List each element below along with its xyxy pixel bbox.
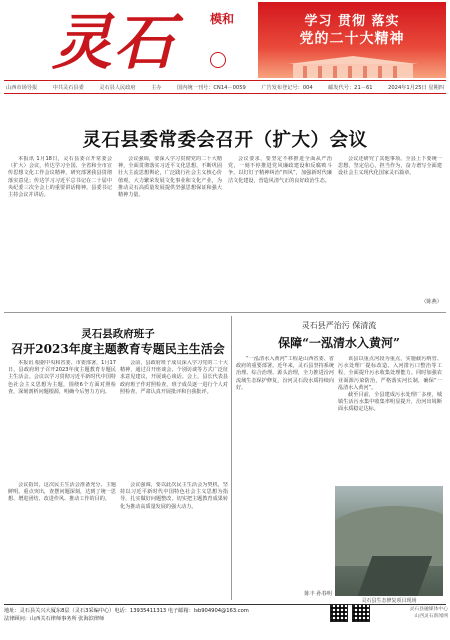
footer-legal: 法律顾问：山西关石律师事务所 张海滨律师 bbox=[4, 616, 105, 622]
news-photo bbox=[335, 486, 443, 596]
article-b-column-1 bbox=[236, 356, 334, 600]
lead-column-1 bbox=[8, 156, 112, 306]
article-a-paragraph-3: 会议指出，这次民主生活会准备充分、主题鲜明、重点突出，查摆问题深刻，达到了统一思想、增进团结、改进作风、推动工作的目的。 bbox=[8, 482, 116, 503]
footer-publisher-2: 山西灵石新闻网 bbox=[414, 614, 448, 619]
lead-column-3 bbox=[228, 156, 332, 306]
seal-icon bbox=[210, 52, 226, 68]
lead-paragraph-3: 会议要求，要坚定不移推进全面从严治党，一刻不停推进党风廉政建设和反腐败斗争，以钉钉子精神纠治“四风”，加强新时代廉洁文化建设，营造风清气正的良好政治生态。 bbox=[228, 156, 332, 184]
logo-subtext: 模和 bbox=[210, 12, 235, 26]
info-sponsor-1: 中共灵石县委 bbox=[52, 84, 84, 91]
lead-headline: 灵石县委常委会召开（扩大）会议 bbox=[82, 130, 368, 151]
article-b-headline: 保障“一泓清水入黄河” bbox=[278, 336, 400, 350]
info-date: 2024年1月25日 星期四 bbox=[388, 84, 444, 91]
info-host: 主办 bbox=[151, 84, 162, 91]
info-postal-code: 邮发代号：21－61 bbox=[328, 84, 373, 91]
article-a-paragraph-2: 会前，县政府班子成员深入学习党的二十大精神，通过召开座谈会、个别访谈等方式广泛征求意见建议，开展谈心谈话。会上，县长代表县政府班子作对照检查，班子成员逐一进行个人对照检查，严肃认真开展批评和自我批评。 bbox=[120, 360, 228, 395]
article-b-kicker: 灵石县严治污 保清流 bbox=[301, 321, 377, 330]
article-b-byline: 陈丰 孙春明 bbox=[304, 591, 332, 597]
info-paper-name: 山西市场导报 bbox=[6, 84, 38, 91]
photo-caption: 灵石县生态修复项目现场 bbox=[361, 598, 417, 604]
great-hall-icon bbox=[278, 54, 428, 78]
article-a-column-2 bbox=[120, 360, 228, 478]
article-a-paragraph-1: 本报讯 根据中央和省委、市委部署，1月17日，县政府班子召开2023年度主题教育专题民主生活会。会议以学习贯彻习近平新时代中国特色社会主义思想为主题，围绕6个方面对照检查，深刻剖析问题根源，明确今后努力方向。 bbox=[8, 360, 116, 395]
info-sponsor-2: 灵石县人民政府 bbox=[99, 84, 136, 91]
article-b-paragraph-2: 该县以重点河段为重点，实施截污纳管、污水处理厂提标改造、入河排污口整治等工程，全面提升污水收集处理能力。同时加强农业面源污染防治，严格落实河长制，确保“一泓清水入黄河”。 bbox=[338, 356, 442, 391]
masthead bbox=[0, 0, 450, 96]
article-a-headline: 召开2023年度主题教育专题民主生活会 bbox=[11, 342, 225, 356]
section-divider bbox=[4, 312, 446, 313]
theme-banner bbox=[258, 2, 446, 78]
lead-byline: （陈燕） bbox=[421, 299, 442, 305]
lead-paragraph-1: 本报讯 1月18日，灵石县委召开常委会（扩大）会议，传达学习全国、全省和全市宣传思想文化工作会议精神，研究部署我县贯彻落实意见；传达学习习近平总书记在二十届中央纪委三次全会上的重要讲话精神。县委书记主持会议并讲话。 bbox=[8, 156, 112, 199]
banner-line-1: 学习 贯彻 落实 bbox=[304, 14, 400, 29]
info-issn: 国内统一刊号：CN14－0059 bbox=[177, 84, 246, 91]
qr-code-icon bbox=[352, 604, 370, 622]
article-a-kicker: 灵石县政府班子 bbox=[81, 328, 155, 340]
qr-code-icon bbox=[330, 604, 348, 622]
lead-column-4 bbox=[338, 156, 442, 296]
lead-column-2 bbox=[118, 156, 222, 306]
photo-road bbox=[358, 556, 433, 596]
article-a-paragraph-4: 会议强调，要以此次民主生活会为契机，坚持以习近平新时代中国特色社会主义思想为指导，扎实做好问题整改，切实把主题教育成果转化为推动高质量发展的强大动力。 bbox=[120, 482, 228, 510]
article-b-paragraph-3: 截至目前，全县建成污水处理厂多座，城镇生活污水集中收集率明显提升，汾河出境断面水质稳定达标。 bbox=[338, 392, 442, 413]
article-b-column-2 bbox=[338, 356, 442, 482]
footer-publisher-1: 灵石县融媒体中心 bbox=[409, 607, 448, 612]
footer-publisher bbox=[378, 606, 448, 620]
lead-paragraph-2: 会议强调，要深入学习贯彻党的二十大精神，全面贯彻落实习近平文化思想，不断巩固壮大主流思想舆论，广泛践行社会主义核心价值观，大力繁荣发展文化事业和文化产业，为推动灵石高质量发展提供坚强思想保证和强大精神力量。 bbox=[118, 156, 222, 199]
column-divider bbox=[231, 316, 232, 600]
newspaper-logo: 灵石 bbox=[52, 8, 176, 78]
banner-line-2: 党的二十大精神 bbox=[299, 31, 405, 47]
article-b-paragraph-1: “一泓清水入黄河”工程是山西省委、省政府的重要部署。近年来，灵石县坚持系统治理、综合治理、源头治理，全力推进汾河流域生态保护修复，汾河灵石段水质持续向好。 bbox=[236, 356, 334, 391]
lead-paragraph-4: 会议还研究了其他事项。全县上下要统一思想，坚定信心，担当作为，奋力谱写全面建设社会主义现代化国家灵石篇章。 bbox=[338, 156, 442, 177]
footer-address: 地址：灵石县关兴大厦东8层（灵石3采编中心）电话：13935411313 电子邮箱：lsb904904@163.com bbox=[4, 608, 249, 614]
article-a-column-1 bbox=[8, 360, 116, 478]
info-bar bbox=[4, 80, 446, 94]
article-a-column-4 bbox=[120, 482, 228, 600]
info-ad-license: 广告发布登记号：004 bbox=[261, 84, 313, 91]
article-a-column-3 bbox=[8, 482, 116, 600]
